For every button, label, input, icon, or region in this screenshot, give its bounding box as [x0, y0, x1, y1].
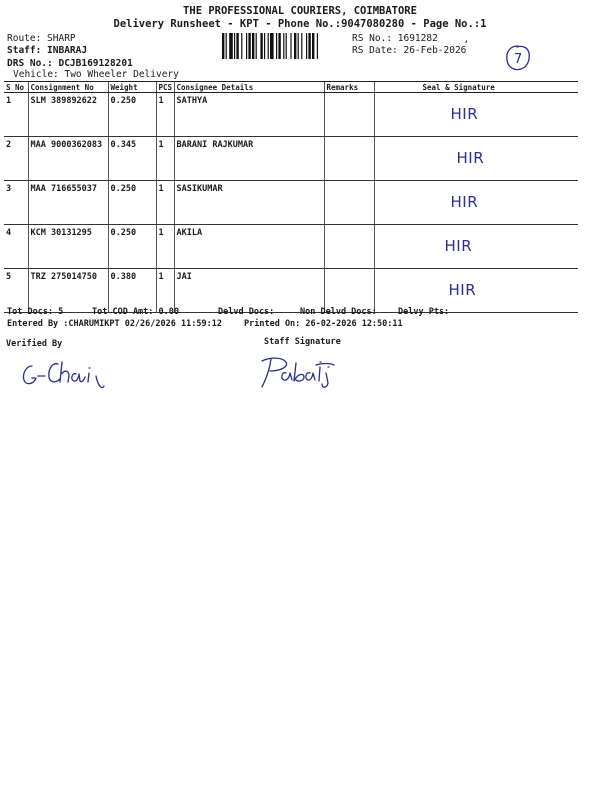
- cell-consignee: BARANI RAJKUMAR: [174, 137, 324, 181]
- col-header-consignment: Consignment No: [28, 82, 108, 93]
- cell-consignee: JAI: [174, 269, 324, 313]
- table-row: [4, 93, 578, 137]
- col-header-signature: Seal & Signature: [374, 82, 578, 93]
- delivery-table: [4, 81, 578, 313]
- cell-sno: 5: [4, 269, 28, 313]
- rs-date: RS Date: 26-Feb-2026: [352, 45, 467, 56]
- cell-remarks: [324, 181, 374, 225]
- verified-by-label: Verified By: [6, 339, 63, 349]
- cell-weight: 0.345: [108, 137, 156, 181]
- verifier-signature: [18, 356, 110, 392]
- handwritten-signature: HIR: [444, 237, 473, 255]
- handwritten-signature: HIR: [448, 281, 477, 299]
- cell-weight: 0.380: [108, 269, 156, 313]
- cell-pcs: 1: [156, 93, 174, 137]
- staff-label: Staff: INBARAJ: [7, 45, 88, 56]
- company-title: THE PROFESSIONAL COURIERS, COIMBATORE: [183, 5, 417, 17]
- handwritten-signature: HIR: [450, 105, 479, 123]
- col-header-weight: Weight: [108, 82, 156, 93]
- handwritten-signature: HIR: [450, 193, 479, 211]
- cell-remarks: [324, 225, 374, 269]
- cell-consignment: TRZ 275014750: [28, 269, 108, 313]
- col-header-remarks: Remarks: [324, 82, 374, 93]
- total-docs: Tot Docs: 5: [7, 307, 64, 317]
- table-header-row: [4, 82, 578, 93]
- cell-remarks: [324, 269, 374, 313]
- cell-signature: [374, 137, 578, 181]
- entered-by: Entered By :CHARUMIKPT 02/26/2026 11:59:12: [7, 319, 222, 329]
- cell-consignee: SASIKUMAR: [174, 181, 324, 225]
- non-delivered-docs: Non Delvd Docs:: [300, 307, 377, 317]
- drs-number: DRS No.: DCJB169128201: [7, 58, 133, 69]
- col-header-sno: S No: [4, 82, 28, 93]
- cell-remarks: [324, 137, 374, 181]
- delivered-docs: Delvd Docs:: [218, 307, 275, 317]
- ink-dot: ,: [464, 35, 469, 44]
- table-row: [4, 181, 578, 225]
- handwritten-signature: HIR: [456, 149, 485, 167]
- cell-weight: 0.250: [108, 93, 156, 137]
- staff-signature-image: [256, 353, 340, 391]
- cell-sno: 1: [4, 93, 28, 137]
- cell-consignment: KCM 30131295: [28, 225, 108, 269]
- cell-sno: 4: [4, 225, 28, 269]
- cell-consignment: MAA 716655037: [28, 181, 108, 225]
- rs-number: RS No.: 1691282: [352, 33, 438, 44]
- cell-weight: 0.250: [108, 181, 156, 225]
- cell-pcs: 1: [156, 137, 174, 181]
- route-label: Route: SHARP: [7, 33, 76, 44]
- cell-signature: [374, 181, 578, 225]
- staff-signature-label: Staff Signature: [264, 337, 341, 347]
- delivery-points: Delvy Pts:: [398, 307, 450, 317]
- handwritten-number: 7: [514, 52, 523, 67]
- cell-pcs: 1: [156, 225, 174, 269]
- cell-signature: [374, 269, 578, 313]
- cell-pcs: 1: [156, 269, 174, 313]
- total-cod-amount: Tot COD Amt: 0.00: [92, 307, 179, 317]
- table-row: [4, 225, 578, 269]
- handwritten-circled-number: [505, 44, 531, 72]
- printed-on: Printed On: 26-02-2026 12:50:11: [244, 319, 403, 329]
- cell-signature: [374, 93, 578, 137]
- table-row: [4, 269, 578, 313]
- cell-signature: [374, 225, 578, 269]
- cell-pcs: 1: [156, 181, 174, 225]
- vehicle-label: Vehicle: Two Wheeler Delivery: [13, 69, 179, 80]
- cell-sno: 2: [4, 137, 28, 181]
- col-header-consignee: Consignee Details: [174, 82, 324, 93]
- barcode-image: [222, 33, 348, 59]
- cell-remarks: [324, 93, 374, 137]
- table-row: [4, 137, 578, 181]
- runsheet-subtitle: Delivery Runsheet - KPT - Phone No.:9047080280 - Page No.:1: [113, 18, 487, 30]
- cell-consignee: SATHYA: [174, 93, 324, 137]
- cell-consignee: AKILA: [174, 225, 324, 269]
- cell-consignment: MAA 9000362083: [28, 137, 108, 181]
- col-header-pcs: PCS: [156, 82, 174, 93]
- cell-sno: 3: [4, 181, 28, 225]
- cell-weight: 0.250: [108, 225, 156, 269]
- cell-consignment: SLM 389892622: [28, 93, 108, 137]
